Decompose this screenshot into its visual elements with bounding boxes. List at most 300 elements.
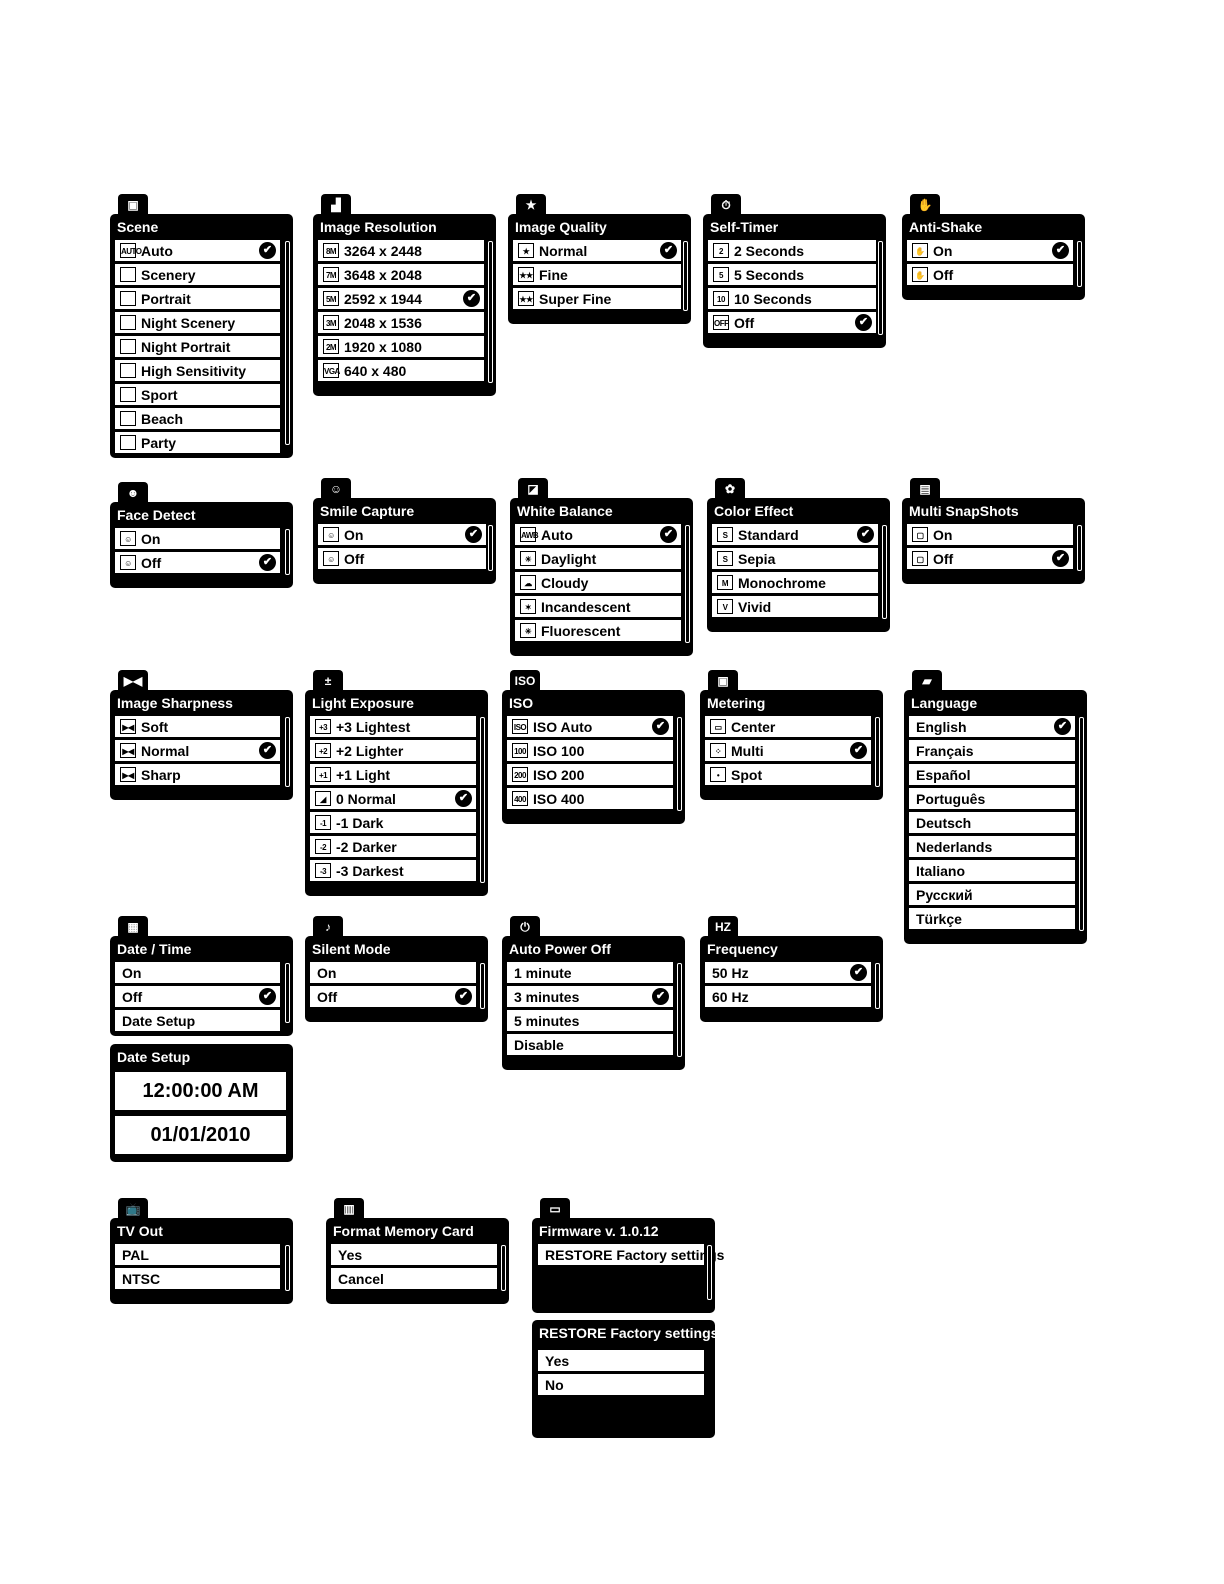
silent-tab-icon: ♪ — [313, 916, 343, 938]
scene-item-label: Sport — [141, 386, 178, 403]
frequency-tab-icon: HZ — [708, 916, 738, 938]
firmware-item-label: RESTORE Factory settings — [545, 1246, 725, 1263]
color-item-label: Monochrome — [738, 574, 826, 591]
scene-item[interactable] — [115, 408, 280, 429]
datetime-tab-icon: ▦ — [118, 916, 148, 938]
language-item[interactable] — [909, 788, 1075, 809]
exposure-item[interactable] — [310, 836, 476, 857]
iso-item-label: ISO 400 — [533, 790, 585, 807]
scene-items — [115, 240, 280, 456]
sharpness-tab-icon: ▶◀ — [118, 670, 148, 692]
scene-option-icon — [120, 435, 136, 450]
sharpness-item[interactable] — [115, 740, 280, 761]
check-icon: ✔ — [652, 988, 669, 1005]
facedetect-item-label: On — [141, 530, 161, 547]
quality-item-label: Normal — [539, 242, 588, 259]
selftimer-item[interactable] — [708, 240, 876, 261]
exposure-option-icon: -3 — [315, 863, 331, 878]
scrollbar[interactable] — [875, 717, 880, 787]
format-item[interactable] — [331, 1244, 497, 1265]
metering-menu — [700, 690, 883, 800]
multisnap-option-icon: ▢ — [912, 527, 928, 542]
color-item[interactable] — [712, 596, 878, 617]
autopower-item[interactable] — [507, 986, 673, 1007]
scene-tab-icon: ▣ — [118, 194, 148, 216]
iso-item[interactable] — [507, 764, 673, 785]
language-item[interactable] — [909, 740, 1075, 761]
check-icon: ✔ — [652, 718, 669, 735]
scrollbar[interactable] — [488, 525, 493, 571]
autopower-tab-icon: ⏻ — [510, 916, 540, 938]
exposure-title: Light Exposure — [312, 695, 414, 711]
resolution-option-icon: 8M — [323, 243, 339, 258]
exposure-option-icon: ◢ — [315, 791, 331, 806]
autopower-item-label: Disable — [514, 1036, 564, 1053]
scrollbar[interactable] — [875, 963, 880, 1009]
wb-option-icon: ✶ — [520, 599, 536, 614]
scrollbar[interactable] — [480, 717, 485, 883]
sharpness-option-icon: ▶◀ — [120, 743, 136, 758]
selftimer-item[interactable] — [708, 264, 876, 285]
check-icon: ✔ — [455, 790, 472, 807]
antishake-menu — [902, 214, 1085, 300]
restore-menu — [532, 1320, 719, 1438]
firmware-title: Firmware v. 1.0.12 — [539, 1223, 659, 1239]
frequency-item-label: 50 Hz — [712, 964, 749, 981]
facedetect-item[interactable] — [115, 528, 280, 549]
antishake-tab-icon: ✋ — [910, 194, 940, 216]
resolution-option-icon: 2M — [323, 339, 339, 354]
sharpness-menu — [110, 690, 293, 800]
color-title: Color Effect — [714, 503, 794, 519]
selftimer-option-icon: 5 — [713, 267, 729, 282]
check-icon: ✔ — [259, 988, 276, 1005]
wb-option-icon: ☀ — [520, 551, 536, 566]
smile-option-icon: ☺ — [323, 551, 339, 566]
language-item[interactable] — [909, 884, 1075, 905]
multisnap-item[interactable] — [907, 548, 1073, 569]
scene-item-label: Night Scenery — [141, 314, 236, 331]
wb-item[interactable] — [515, 596, 681, 617]
scene-item[interactable] — [115, 312, 280, 333]
silent-item[interactable] — [310, 962, 476, 983]
quality-option-icon: ★★ — [518, 291, 534, 306]
exposure-item-label: 0 Normal — [336, 790, 396, 807]
resolution-item[interactable] — [318, 312, 484, 333]
facedetect-item[interactable] — [115, 552, 280, 573]
exposure-item[interactable] — [310, 716, 476, 737]
color-item-label: Standard — [738, 526, 799, 543]
exposure-tab-icon: ± — [313, 670, 343, 692]
scene-item-label: High Sensitivity — [141, 362, 247, 379]
antishake-item[interactable] — [907, 264, 1073, 285]
date-setup-panel — [110, 1044, 293, 1162]
antishake-title: Anti-Shake — [909, 219, 983, 235]
sharpness-title: Image Sharpness — [117, 695, 233, 711]
facedetect-tab-icon: ☻ — [118, 482, 148, 504]
firmware-tab-icon: ▭ — [540, 1198, 570, 1220]
language-item-label: English — [916, 718, 967, 735]
check-icon: ✔ — [850, 964, 867, 981]
resolution-item-label: 640 x 480 — [344, 362, 407, 379]
facedetect-option-icon: ☺ — [120, 555, 136, 570]
quality-item[interactable] — [513, 288, 681, 309]
wb-option-icon: ✳ — [520, 623, 536, 638]
format-items — [331, 1244, 497, 1292]
scene-title: Scene — [117, 219, 159, 235]
check-icon: ✔ — [855, 314, 872, 331]
exposure-option-icon: +1 — [315, 767, 331, 782]
color-item-label: Sepia — [738, 550, 776, 567]
sharpness-option-icon: ▶◀ — [120, 767, 136, 782]
metering-tab-icon: ▣ — [708, 670, 738, 692]
tvout-items — [115, 1244, 280, 1292]
wb-title: White Balance — [517, 503, 613, 519]
scene-option-icon: AUTO — [120, 243, 136, 258]
quality-item-label: Fine — [539, 266, 568, 283]
color-menu — [707, 498, 890, 632]
resolution-item[interactable] — [318, 288, 484, 309]
check-icon: ✔ — [850, 742, 867, 759]
multisnap-menu — [902, 498, 1085, 584]
exposure-item-label: -2 Darker — [336, 838, 397, 855]
selftimer-item-label: Off — [734, 314, 755, 331]
scene-item[interactable] — [115, 432, 280, 453]
sharpness-item-label: Normal — [141, 742, 190, 759]
scrollbar[interactable] — [285, 963, 290, 1023]
color-item[interactable] — [712, 572, 878, 593]
antishake-items — [907, 240, 1073, 288]
wb-item[interactable] — [515, 524, 681, 545]
datetime-menu — [110, 936, 293, 1036]
sharpness-option-icon: ▶◀ — [120, 719, 136, 734]
resolution-item-label: 3264 x 2448 — [344, 242, 422, 259]
smile-item-label: On — [344, 526, 364, 543]
scrollbar[interactable] — [677, 963, 682, 1057]
selftimer-option-icon: 2 — [713, 243, 729, 258]
time-field[interactable]: 12:00:00 AM — [115, 1072, 286, 1110]
exposure-item-label: +1 Light — [336, 766, 391, 783]
scene-option-icon — [120, 267, 136, 282]
language-items — [909, 716, 1075, 932]
language-item[interactable] — [909, 908, 1075, 929]
language-item-label: Español — [916, 766, 971, 783]
iso-item[interactable] — [507, 716, 673, 737]
datetime-item-label: Date Setup — [122, 1012, 196, 1029]
language-item-label: Nederlands — [916, 838, 993, 855]
date-field[interactable]: 01/01/2010 — [115, 1116, 286, 1154]
iso-menu — [502, 690, 685, 824]
resolution-item-label: 2592 x 1944 — [344, 290, 422, 307]
wb-item-label: Fluorescent — [541, 622, 621, 639]
datetime-item[interactable] — [115, 1010, 280, 1031]
antishake-option-icon: ✋ — [912, 267, 928, 282]
antishake-item-label: On — [933, 242, 953, 259]
color-item[interactable] — [712, 524, 878, 545]
language-title: Language — [911, 695, 978, 711]
datetime-item-label: On — [122, 964, 142, 981]
metering-option-icon: ▭ — [710, 719, 726, 734]
quality-option-icon: ★★ — [518, 267, 534, 282]
language-item-label: Français — [916, 742, 974, 759]
wb-item[interactable] — [515, 572, 681, 593]
datetime-items — [115, 962, 280, 1034]
firmware-items — [538, 1244, 725, 1268]
datetime-item[interactable] — [115, 962, 280, 983]
wb-item-label: Incandescent — [541, 598, 631, 615]
language-item[interactable] — [909, 860, 1075, 881]
scrollbar[interactable] — [677, 717, 682, 811]
sharpness-item-label: Sharp — [141, 766, 181, 783]
exposure-item[interactable] — [310, 788, 476, 809]
scrollbar[interactable] — [285, 241, 290, 445]
smile-menu — [313, 498, 496, 584]
resolution-item[interactable] — [318, 360, 484, 381]
iso-option-icon: 200 — [512, 767, 528, 782]
frequency-item-label: 60 Hz — [712, 988, 749, 1005]
sharpness-item[interactable] — [115, 764, 280, 785]
facedetect-option-icon: ☺ — [120, 531, 136, 546]
wb-item-label: Cloudy — [541, 574, 589, 591]
metering-item[interactable] — [705, 764, 871, 785]
autopower-menu — [502, 936, 685, 1070]
resolution-item-label: 3648 x 2048 — [344, 266, 422, 283]
scrollbar[interactable] — [285, 717, 290, 787]
restore-item[interactable] — [538, 1374, 704, 1395]
resolution-item[interactable] — [318, 336, 484, 357]
color-item[interactable] — [712, 548, 878, 569]
color-option-icon: S — [717, 527, 733, 542]
quality-item-label: Super Fine — [539, 290, 612, 307]
language-item[interactable] — [909, 836, 1075, 857]
autopower-item[interactable] — [507, 962, 673, 983]
color-item-label: Vivid — [738, 598, 772, 615]
silent-item-label: On — [317, 964, 337, 981]
metering-option-icon: • — [710, 767, 726, 782]
scene-item[interactable] — [115, 384, 280, 405]
iso-item-label: ISO 100 — [533, 742, 585, 759]
iso-items — [507, 716, 673, 812]
resolution-option-icon: 5M — [323, 291, 339, 306]
multisnap-tab-icon: ▤ — [910, 478, 940, 500]
scene-item[interactable] — [115, 360, 280, 381]
quality-items — [513, 240, 681, 312]
scene-item-label: Party — [141, 434, 177, 451]
autopower-item-label: 1 minute — [514, 964, 572, 981]
firmware-item[interactable] — [538, 1244, 725, 1265]
facedetect-menu — [110, 502, 293, 588]
silent-item[interactable] — [310, 986, 476, 1007]
scene-item-label: Beach — [141, 410, 184, 427]
color-option-icon: M — [717, 575, 733, 590]
metering-item-label: Center — [731, 718, 776, 735]
format-item-label: Cancel — [338, 1270, 384, 1287]
iso-item[interactable] — [507, 740, 673, 761]
multisnap-items — [907, 524, 1073, 572]
scene-item[interactable] — [115, 264, 280, 285]
multisnap-option-icon: ▢ — [912, 551, 928, 566]
restore-item-label: No — [545, 1376, 564, 1393]
resolution-item[interactable] — [318, 264, 484, 285]
exposure-item[interactable] — [310, 764, 476, 785]
frequency-items — [705, 962, 871, 1010]
metering-item[interactable] — [705, 740, 871, 761]
scrollbar[interactable] — [707, 1245, 712, 1300]
wb-item[interactable] — [515, 548, 681, 569]
silent-items — [310, 962, 476, 1010]
scrollbar[interactable] — [480, 963, 485, 1009]
frequency-item[interactable] — [705, 986, 871, 1007]
resolution-option-icon: VGA — [323, 363, 339, 378]
check-icon: ✔ — [1052, 242, 1069, 259]
scrollbar[interactable] — [1077, 525, 1082, 571]
check-icon: ✔ — [259, 554, 276, 571]
language-item-label: Türkçe — [916, 910, 962, 927]
wb-items — [515, 524, 681, 644]
restore-item[interactable] — [538, 1350, 704, 1371]
resolution-item[interactable] — [318, 240, 484, 261]
language-item-label: Русский — [916, 886, 973, 903]
silent-menu — [305, 936, 488, 1022]
selftimer-item[interactable] — [708, 312, 876, 333]
facedetect-items — [115, 528, 280, 576]
iso-item[interactable] — [507, 788, 673, 809]
scrollbar[interactable] — [685, 525, 690, 643]
frequency-item[interactable] — [705, 962, 871, 983]
tvout-item[interactable] — [115, 1244, 280, 1265]
scene-option-icon — [120, 291, 136, 306]
format-tab-icon: ▥ — [334, 1198, 364, 1220]
tvout-title: TV Out — [117, 1223, 163, 1239]
datetime-item[interactable] — [115, 986, 280, 1007]
scrollbar[interactable] — [285, 529, 290, 575]
autopower-item-label: 5 minutes — [514, 1012, 580, 1029]
silent-item-label: Off — [317, 988, 338, 1005]
resolution-item-label: 1920 x 1080 — [344, 338, 422, 355]
metering-title: Metering — [707, 695, 766, 711]
quality-tab-icon: ★ — [516, 194, 546, 216]
facedetect-item-label: Off — [141, 554, 162, 571]
quality-item[interactable] — [513, 240, 681, 261]
quality-menu — [508, 214, 691, 324]
scene-option-icon — [120, 411, 136, 426]
scene-item-label: Auto — [141, 242, 173, 259]
language-item[interactable] — [909, 764, 1075, 785]
iso-title: ISO — [509, 695, 534, 711]
wb-option-icon: AWB — [520, 527, 536, 542]
scrollbar[interactable] — [501, 1245, 506, 1291]
exposure-item[interactable] — [310, 812, 476, 833]
selftimer-item[interactable] — [708, 288, 876, 309]
scene-menu — [110, 214, 293, 458]
scrollbar[interactable] — [878, 241, 883, 335]
scene-option-icon — [120, 387, 136, 402]
exposure-items — [310, 716, 476, 884]
tvout-item[interactable] — [115, 1268, 280, 1289]
selftimer-item-label: 10 Seconds — [734, 290, 812, 307]
scene-item-label: Portrait — [141, 290, 191, 307]
autopower-item[interactable] — [507, 1010, 673, 1031]
color-option-icon: V — [717, 599, 733, 614]
autopower-item[interactable] — [507, 1034, 673, 1055]
exposure-item[interactable] — [310, 740, 476, 761]
language-item-label: Deutsch — [916, 814, 972, 831]
wb-tab-icon: ◪ — [518, 478, 548, 500]
smile-items — [318, 524, 486, 572]
scrollbar[interactable] — [285, 1245, 290, 1291]
format-item-label: Yes — [338, 1246, 363, 1263]
smile-option-icon: ☺ — [323, 527, 339, 542]
check-icon: ✔ — [259, 742, 276, 759]
multisnap-item[interactable] — [907, 524, 1073, 545]
scene-item[interactable] — [115, 336, 280, 357]
datetime-title: Date / Time — [117, 941, 192, 957]
metering-item-label: Spot — [731, 766, 763, 783]
scrollbar[interactable] — [488, 241, 493, 383]
quality-option-icon: ★ — [518, 243, 534, 258]
firmware-menu — [532, 1218, 725, 1313]
format-item[interactable] — [331, 1268, 497, 1289]
exposure-option-icon: +3 — [315, 719, 331, 734]
selftimer-item-label: 2 Seconds — [734, 242, 805, 259]
check-icon: ✔ — [455, 988, 472, 1005]
iso-tab-icon: ISO — [510, 670, 540, 692]
smile-item[interactable] — [318, 524, 486, 545]
smile-item[interactable] — [318, 548, 486, 569]
scene-item-label: Scenery — [141, 266, 196, 283]
scene-item[interactable] — [115, 288, 280, 309]
scrollbar[interactable] — [683, 241, 688, 311]
scrollbar[interactable] — [1079, 717, 1084, 931]
autopower-items — [507, 962, 673, 1058]
exposure-item-label: -3 Darkest — [336, 862, 404, 879]
color-option-icon: S — [717, 551, 733, 566]
wb-item[interactable] — [515, 620, 681, 641]
quality-item[interactable] — [513, 264, 681, 285]
check-icon: ✔ — [465, 526, 482, 543]
scene-item-label: Night Portrait — [141, 338, 231, 355]
format-title: Format Memory Card — [333, 1223, 474, 1239]
sharpness-item[interactable] — [115, 716, 280, 737]
antishake-item[interactable] — [907, 240, 1073, 261]
tvout-menu — [110, 1218, 293, 1304]
metering-item[interactable] — [705, 716, 871, 737]
autopower-title: Auto Power Off — [509, 941, 611, 957]
selftimer-tab-icon: ⏱ — [711, 194, 741, 216]
scene-item[interactable] — [115, 240, 280, 261]
selftimer-option-icon: 10 — [713, 291, 729, 306]
scene-option-icon — [120, 315, 136, 330]
language-tab-icon: ▰ — [912, 670, 942, 692]
scrollbar[interactable] — [882, 525, 887, 619]
quality-title: Image Quality — [515, 219, 607, 235]
restore-items — [538, 1350, 704, 1398]
wb-item-label: Auto — [541, 526, 573, 543]
metering-option-icon: ⁘ — [710, 743, 726, 758]
exposure-item-label: +3 Lightest — [336, 718, 411, 735]
exposure-item[interactable] — [310, 860, 476, 881]
language-item[interactable] — [909, 716, 1075, 737]
multisnap-item-label: On — [933, 526, 953, 543]
autopower-item-label: 3 minutes — [514, 988, 580, 1005]
scrollbar[interactable] — [1077, 241, 1082, 287]
language-item[interactable] — [909, 812, 1075, 833]
iso-option-icon: 100 — [512, 743, 528, 758]
selftimer-items — [708, 240, 876, 336]
check-icon: ✔ — [1054, 718, 1071, 735]
wb-menu — [510, 498, 693, 656]
exposure-option-icon: -2 — [315, 839, 331, 854]
